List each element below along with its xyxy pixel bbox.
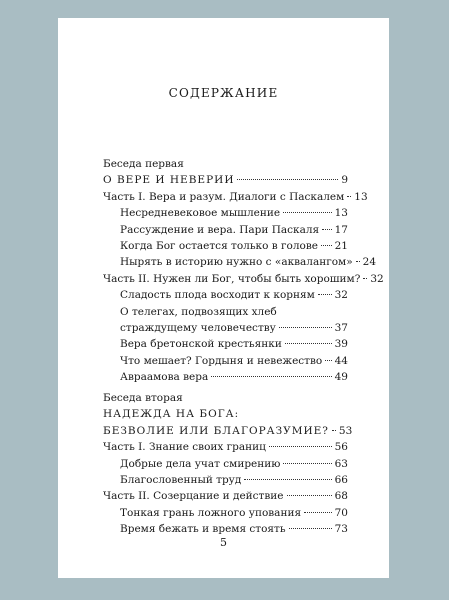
toc-entry[interactable] [103, 472, 348, 488]
entry-page: 70 [334, 506, 348, 519]
entry-page: 9 [341, 174, 348, 187]
toc-entry-part[interactable] [103, 271, 384, 287]
entry-text: Нырять в историю нужно с «аквалангом» [120, 256, 353, 269]
entry-page: 24 [362, 256, 377, 269]
dot-leader [304, 512, 332, 513]
entry-page: 32 [370, 272, 384, 285]
toc-entry[interactable] [103, 320, 348, 336]
toc-entry-part[interactable] [103, 439, 348, 455]
dot-leader [269, 446, 332, 447]
toc-entry[interactable] [103, 254, 377, 270]
toc-entry-part[interactable] [103, 488, 348, 504]
dot-leader [289, 528, 332, 529]
toc-entry-part[interactable] [103, 189, 368, 205]
entry-page: 37 [334, 322, 348, 335]
entry-page: 68 [334, 490, 348, 503]
entry-text: Добрые дела учат смирению [120, 457, 281, 470]
entry-page: 17 [334, 223, 348, 236]
entry-page: 13 [354, 190, 368, 203]
entry-text: Часть II. Нужен ли Бог, чтобы быть хорошим? [103, 272, 361, 285]
entry-text: Вера бретонской крестьянки [120, 338, 282, 351]
entry-page: 56 [334, 441, 348, 454]
conversation-label: Беседа первая [103, 158, 184, 170]
entry-page: 21 [334, 240, 348, 253]
dot-leader [237, 179, 338, 180]
toc-entry[interactable] [103, 336, 348, 352]
toc-entry[interactable] [103, 287, 348, 303]
toc-entry-conversation-title[interactable] [103, 172, 348, 188]
entry-text: Часть I. Знание своих границ [103, 441, 266, 454]
entry-page: 39 [334, 338, 348, 351]
dot-leader [332, 430, 336, 431]
book-page [58, 18, 389, 578]
toc-entry[interactable] [103, 222, 348, 238]
dot-leader [283, 212, 332, 213]
dot-leader [322, 229, 331, 230]
entry-page: 32 [334, 289, 348, 302]
entry-text: Когда Бог остается только в голове [120, 240, 318, 253]
entry-text: Время бежать и время стоять [120, 523, 286, 536]
dot-leader [283, 463, 331, 464]
conversation-label: Беседа вторая [103, 392, 183, 404]
entry-text: Тонкая грань ложного упования [120, 506, 302, 519]
toc-entry[interactable] [103, 238, 348, 254]
dot-leader [287, 495, 332, 496]
dot-leader [211, 376, 331, 377]
dot-leader [325, 360, 331, 361]
toc-entry-conversation-title[interactable] [103, 423, 353, 439]
dot-leader [244, 479, 331, 480]
entry-text: Благословенный труд [120, 474, 242, 487]
entry-text: Несредневековое мышление [120, 207, 281, 220]
entry-page: 13 [334, 207, 348, 220]
entry-text: БЕЗВОЛИЕ ИЛИ БЛАГОРАЗУМИЕ? [103, 424, 329, 437]
entry-page: 49 [334, 371, 348, 384]
toc-section-2 [103, 390, 353, 538]
dot-leader [356, 261, 360, 262]
dot-leader [318, 294, 332, 295]
toc-entry[interactable] [103, 205, 348, 221]
dot-leader [321, 245, 332, 246]
entry-page: 44 [334, 354, 348, 367]
entry-page: 63 [334, 457, 348, 470]
toc-entry-wrapped-line[interactable]: О телегах, подвозящих хлеб [120, 305, 277, 318]
conversation-title-line[interactable]: НАДЕЖДА НА БОГА: [103, 408, 240, 421]
dot-leader [279, 327, 332, 328]
toc-entry[interactable] [103, 505, 348, 521]
entry-text: Сладость плода восходит к корням [120, 289, 315, 302]
entry-text: Что мешает? Гордыня и невежество [120, 354, 323, 367]
entry-page: 53 [338, 424, 353, 437]
toc-entry[interactable] [103, 456, 348, 472]
toc-section-1 [103, 156, 384, 386]
entry-page: 73 [334, 523, 348, 536]
toc-entry[interactable] [103, 369, 348, 385]
page-number: 5 [220, 536, 227, 549]
entry-text: страждущему человечеству [120, 322, 276, 335]
entry-text: О ВЕРЕ И НЕВЕРИИ [103, 174, 235, 187]
entry-text: Часть I. Вера и разум. Диалоги с Паскалем [103, 190, 345, 203]
dot-leader [363, 278, 367, 279]
entry-text: Авраамова вера [120, 371, 209, 384]
entry-text: Часть II. Созерцание и действие [103, 490, 284, 503]
dot-leader [285, 343, 332, 344]
entry-page: 66 [334, 474, 348, 487]
entry-text: Рассуждение и вера. Пари Паскаля [120, 223, 320, 236]
toc-entry[interactable] [103, 353, 348, 369]
dot-leader [347, 196, 351, 197]
toc-heading: СОДЕРЖАНИЕ [168, 86, 279, 100]
